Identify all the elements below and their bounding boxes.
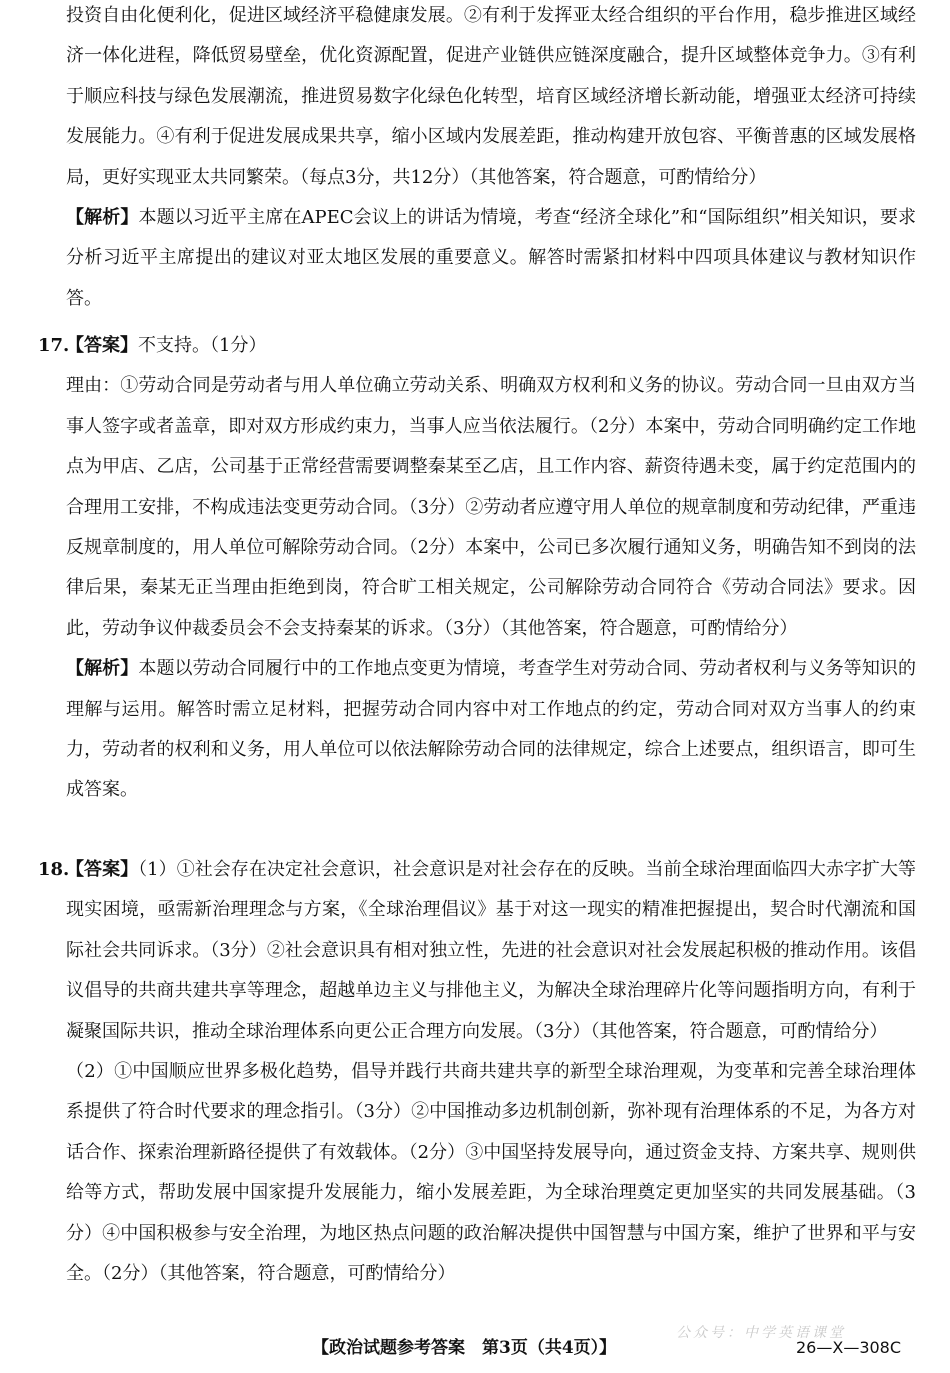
analysis-text: 本题以劳动合同履行中的工作地点变更为情境，考查学生对劳动合同、劳动者权利与义务等知识的理解与运用。解答时需立足材料，把握劳动合同内容中对工作地点的约定，劳动合同对双方当事人的约束力，劳动者的权利和义务，用人单位可以依法解除劳动合同的法律规定，综合上述要点，组织语言，即可生成答案。	[66, 658, 917, 801]
q18-part2: （2）①中国顺应世界多极化趋势，倡导并践行共商共建共享的新型全球治理观，为变革和完善全球治理体系提供了符合时代要求的理念指引。（3分）②中国推动多边机制创新，弥补现有治理体系的不足，为各方对话合作、探索治理新路径提供了有效载体。（2分）③中国坚持发展导向，通过资金支持、方案共享、规则供给等方式，帮助发展中国家提升发展能力，缩小发展差距，为全球治理奠定更加坚实的共同发展基础。（3分）④中国积极参与安全治理，为地区热点问题的政治解决提供中国智慧与中国方案，维护了世界和平与安全。（2分）（其他答案，符合题意，可酌情给分）	[66, 1061, 916, 1285]
part1-text: （1）①社会存在决定社会意识，社会意识是对社会存在的反映。当前全球治理面临四大赤字扩大等现实困境，亟需新治理理念与方案，《全球治理倡议》基于对这一现实的精准把握提出，契合时代潮流和国际社会共同诉求。（3分）②社会意识具有相对独立性，先进的社会意识对社会发展起积极的推动作用。该倡议倡导的共商共建共享等理念，超越单边主义与排他主义，为解决全球治理碎片化等问题指明方向，有利于凝聚国际共识，推动全球治理体系向更公正合理方向发展。（3分）（其他答案，符合题意，可酌情给分）	[66, 859, 917, 1042]
page-footer	[0, 1336, 950, 1360]
q16-answer-text: 投资自由化便利化，促进区域经济平稳健康发展。②有利于发挥亚太经合组织的平台作用，稳步推进区域经济一体化进程，降低贸易壁垒，优化资源配置，促进产业链供应链深度融合，提升区域整体竞争力。③有利于顺应科技与绿色发展潮流，推进贸易数字化绿色化转型，培育区域经济增长新动能，增强亚太经济可持续发展能力。④有利于促进发展成果共享，缩小区域内发展差距，推动构建开放包容、平衡普惠的区域发展格局，更好实现亚太共同繁荣。（每点3分，共12分）（其他答案，符合题意，可酌情给分）	[66, 5, 916, 188]
footer-title: 【政治试题参考答案 第3页（共4页）】	[312, 1338, 617, 1358]
question-number-18: 18.	[38, 859, 70, 880]
q17-analysis	[66, 649, 916, 811]
answer-label: 【答案】	[66, 335, 138, 356]
question-number-17: 17.	[38, 335, 70, 356]
watermark: 公众号：中学英语课堂	[676, 1325, 846, 1341]
q17-answer	[66, 326, 916, 366]
analysis-label: 【解析】	[66, 207, 139, 229]
q17-block	[66, 326, 916, 811]
q17-reason: 理由：①劳动合同是劳动者与用人单位确立劳动关系、明确双方权利和义务的协议。劳动合同一旦由双方当事人签字或者盖章，即对双方形成约束力，当事人应当依法履行。（2分）本案中，劳动合同明确约定工作地点为甲店、乙店，公司基于正常经营需要调整秦某至乙店，且工作内容、薪资待遇未变，属于约定范围内的合理用工安排，不构成违法变更劳动合同。（3分）②劳动者应遵守用人单位的规章制度和劳动纪律，严重违反规章制度的，用人单位可解除劳动合同。（2分）本案中，公司已多次履行通知义务，明确告知不到岗的法律后果，秦某无正当理由拒绝到岗，符合旷工相关规定，公司解除劳动合同符合《劳动合同法》要求。因此，劳动争议仲裁委员会不会支持秦某的诉求。（3分）（其他答案，符合题意，可酌情给分）	[66, 375, 916, 639]
q18-block	[66, 850, 916, 1294]
paper-code: 26—X—308C	[796, 1338, 902, 1357]
analysis-text: 本题以习近平主席在APEC会议上的讲话为情境，考查“经济全球化”和“国际组织”相关知识，要求分析习近平主席提出的建议对亚太地区发展的重要意义。解答时需紧扣材料中四项具体建议与教材知识作答。	[66, 207, 917, 309]
q16-analysis	[66, 198, 916, 319]
answer-text: 不支持。（1分）	[138, 335, 267, 356]
q16-answer-continuation	[66, 0, 916, 319]
analysis-label: 【解析】	[66, 658, 139, 680]
answer-label: 【答案】	[66, 859, 139, 880]
q18-part1	[66, 850, 916, 1052]
